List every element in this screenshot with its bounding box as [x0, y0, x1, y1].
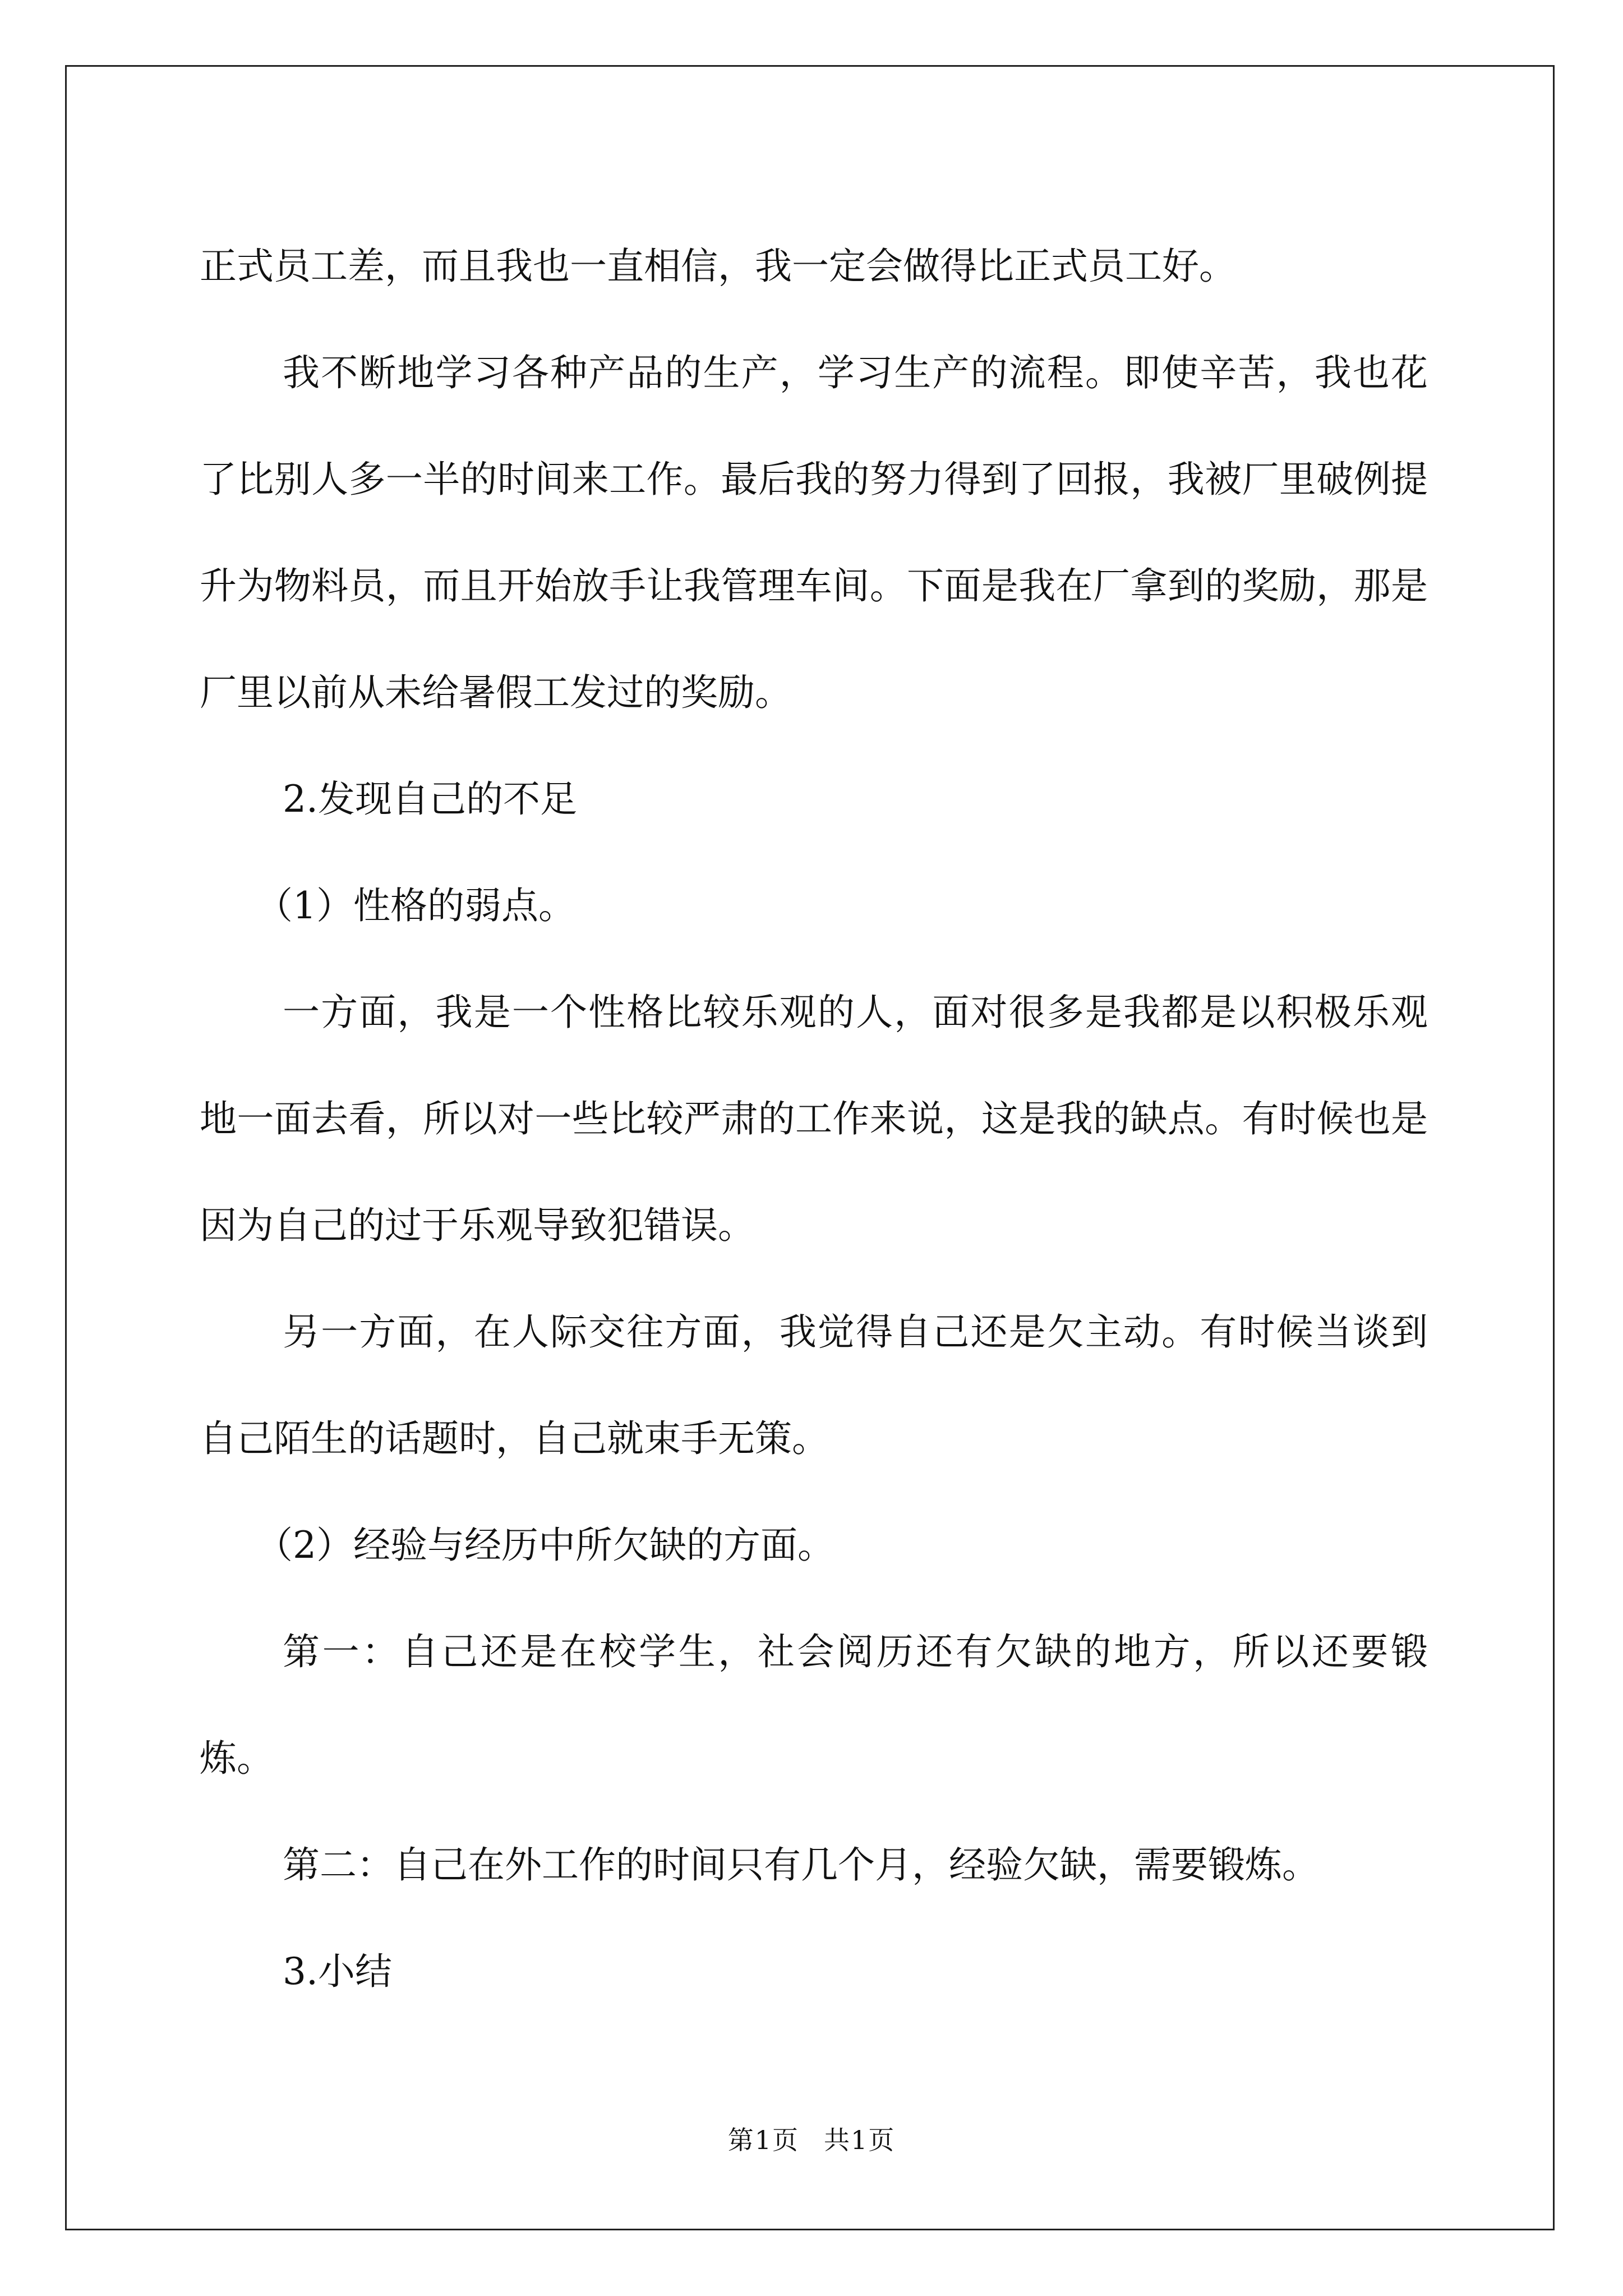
section-heading-2: 2.发现自己的不足	[283, 777, 577, 821]
page-footer	[0, 2123, 1623, 2157]
subsection-heading-2: （2）经验与经历中所欠缺的方面。	[256, 1524, 834, 1567]
section-heading-3: 3.小结	[283, 1950, 392, 1993]
paragraph-4: 另一方面，在人际交往方面，我觉得自己还是欠主动。有时候当谈到自己陌生的话题时，自己就束手无策。	[200, 1310, 1428, 1460]
paragraph-5: 第一：自己还是在校学生，社会阅历还有欠缺的地方，所以还要锻炼。	[200, 1630, 1428, 1780]
document-body	[200, 213, 1428, 2025]
paragraph-6: 第二：自己在外工作的时间只有几个月，经验欠缺，需要锻炼。	[283, 1843, 1319, 1887]
subsection-heading-1: （1）性格的弱点。	[256, 884, 575, 927]
page-total: 共1页	[824, 2125, 896, 2155]
page-number: 第1页	[727, 2125, 799, 2155]
paragraph-2: 我不断地学习各种产品的生产，学习生产的流程。即使辛苦，我也花了比别人多一半的时间来工作。最后我的努力得到了回报，我被厂里破例提升为物料员，而且开始放手让我管理车间。下面是我在厂拿到的奖励，那是厂里以前从未给暑假工发过的奖励。	[200, 351, 1428, 714]
paragraph-3: 一方面，我是一个性格比较乐观的人，面对很多是我都是以积极乐观地一面去看，所以对一些比较严肃的工作来说，这是我的缺点。有时候也是因为自己的过于乐观导致犯错误。	[200, 991, 1428, 1247]
paragraph-1: 正式员工差，而且我也一直相信，我一定会做得比正式员工好。	[200, 245, 1236, 288]
